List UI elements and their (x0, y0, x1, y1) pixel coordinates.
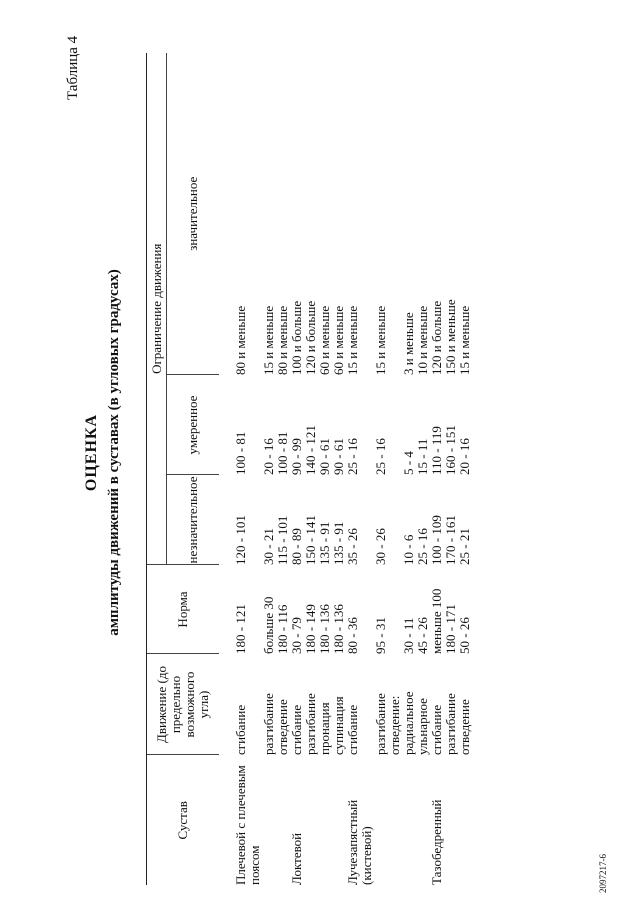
minor-line (360, 475, 374, 565)
minor-line: 30 - 26 (372, 528, 388, 565)
movement-line: разгибание (302, 693, 318, 755)
moderate-line: 90 - 61 (316, 438, 332, 475)
minor-line: 25 - 16 (414, 528, 430, 565)
movement-line: отведение: (386, 695, 402, 755)
significant-line: 60 и меньше (316, 305, 332, 375)
movement-line: разгибание (442, 693, 458, 755)
norm-line: 45 - 26 (414, 617, 430, 654)
moderate-line (388, 375, 402, 475)
significant-cell (346, 53, 430, 375)
movement-line: радиальное (400, 691, 416, 755)
moderate-cell (219, 375, 290, 475)
significant-cell (219, 53, 290, 375)
significant-line: 10 и меньше (414, 305, 430, 375)
significant-line: 15 и меньше (456, 305, 472, 375)
header-movement: Движение (до предельно возможного угла) (147, 654, 219, 755)
norm-line (388, 565, 402, 654)
minor-line: 135 - 91 (330, 521, 346, 565)
significant-line: 80 и меньше (274, 305, 290, 375)
joint-name: Плечевой с плечевым поясом (232, 765, 262, 885)
movement-cell (346, 654, 430, 755)
minor-line: 100 - 109 (428, 515, 444, 565)
significant-line: 3 и меньше (400, 312, 416, 375)
header-minor: незначительное (167, 475, 219, 565)
norm-line: 80 - 36 (344, 617, 360, 654)
minor-line: 170 - 161 (442, 515, 458, 565)
movement-cell (290, 654, 346, 755)
norm-line: 95 - 31 (372, 617, 388, 654)
norm-cell (346, 565, 430, 654)
joint-name: Тазобедренный (428, 799, 444, 885)
table-label: Таблица 4 (65, 35, 81, 100)
minor-line: 115 - 101 (274, 515, 290, 565)
moderate-line: 20 - 16 (456, 438, 472, 475)
moderate-line (360, 375, 374, 475)
minor-line: 25 - 21 (456, 528, 472, 565)
minor-line: 150 - 141 (302, 515, 318, 565)
minor-line (388, 475, 402, 565)
significant-cell (290, 53, 346, 375)
norm-cell (430, 565, 472, 654)
movement-line: сгибание (428, 704, 444, 755)
movement-line: отведение (456, 699, 472, 755)
table-row (346, 53, 430, 885)
norm-line: меньше 100 (428, 588, 444, 654)
norm-cell (290, 565, 346, 654)
header-joint: Сустав (147, 755, 219, 885)
norm-line: 30 - 79 (288, 617, 304, 654)
table-row (219, 53, 290, 885)
movement-line: ульнарное (414, 698, 430, 755)
norm-line: больше 30 (260, 596, 276, 654)
minor-cell (219, 475, 290, 565)
moderate-cell (290, 375, 346, 475)
table-row (290, 53, 346, 885)
significant-line: 150 и меньше (442, 299, 458, 375)
norm-line: 50 - 26 (456, 617, 472, 654)
movement-cell (430, 654, 472, 755)
moderate-cell (430, 375, 472, 475)
movement-line: отведение (274, 699, 290, 755)
table-body (219, 53, 472, 885)
movement-line: разгибание (372, 693, 388, 755)
norm-line: 30 - 11 (400, 617, 416, 654)
table-title: ОЦЕНКА (83, 413, 100, 492)
significant-line: 15 и меньше (344, 305, 360, 375)
header-significant: значительное (167, 53, 219, 375)
moderate-line: 110 - 119 (428, 426, 444, 475)
movement-cell (219, 654, 290, 755)
joint-cell (219, 755, 290, 885)
movement-line: разгибание (260, 693, 276, 755)
document-code: 2097217-6 (598, 854, 608, 893)
moderate-line: 25 - 16 (344, 438, 360, 475)
significant-line: 60 и меньше (330, 305, 346, 375)
joint-name: Лучезапястный (кистевой) (344, 799, 374, 885)
minor-cell (430, 475, 472, 565)
norm-line (248, 565, 262, 654)
movement-line: пронация (316, 702, 332, 755)
table-row (430, 53, 472, 885)
joint-cell (290, 755, 346, 885)
minor-line: 135 - 91 (316, 521, 332, 565)
joint-cell (346, 755, 430, 885)
minor-line: 10 - 6 (400, 534, 416, 565)
norm-line: 180 - 149 (302, 604, 318, 654)
norm-line: 180 - 136 (316, 604, 332, 654)
moderate-line: 90 - 61 (330, 438, 346, 475)
table-subtitle: амплитуды движений в суставах (в угловых градусах) (106, 269, 122, 636)
moderate-line: 100 - 81 (274, 431, 290, 475)
norm-cell (219, 565, 290, 654)
movement-line (248, 654, 262, 755)
significant-line (248, 53, 262, 375)
moderate-line: 100 - 81 (232, 431, 248, 475)
significant-line: 15 и меньше (260, 305, 276, 375)
header-norm: Норма (147, 565, 219, 654)
moderate-line: 160 - 151 (442, 425, 458, 475)
movement-line: сгибание (344, 704, 360, 755)
moderate-line: 20 - 16 (260, 438, 276, 475)
movement-line (360, 654, 374, 755)
minor-line: 30 - 21 (260, 528, 276, 565)
movement-line: сгибание (288, 704, 304, 755)
significant-line (360, 53, 374, 375)
minor-line (248, 475, 262, 565)
movement-line: супинация (330, 696, 346, 755)
significant-line: 15 и меньше (372, 305, 388, 375)
moderate-line: 140 - 121 (302, 425, 318, 475)
header-moderate: умеренное (167, 375, 219, 475)
minor-cell (346, 475, 430, 565)
joint-cell (430, 755, 472, 885)
significant-line: 80 и меньше (232, 305, 248, 375)
header-limitation: Ограничение движения (147, 53, 167, 565)
minor-line: 35 - 26 (344, 528, 360, 565)
minor-line: 120 - 101 (232, 515, 248, 565)
moderate-line (248, 375, 262, 475)
norm-line: 180 - 136 (330, 604, 346, 654)
significant-line: 120 и больше (302, 300, 318, 375)
minor-cell (290, 475, 346, 565)
norm-line: 180 - 171 (442, 604, 458, 654)
significant-line: 100 и больше (288, 300, 304, 375)
moderate-line: 15 - 11 (414, 438, 430, 475)
joint-motion-table (146, 53, 472, 885)
significant-line (388, 53, 402, 375)
minor-line: 80 - 89 (288, 528, 304, 565)
moderate-cell (346, 375, 430, 475)
moderate-line: 90 - 99 (288, 438, 304, 475)
norm-line: 180 - 121 (232, 604, 248, 654)
significant-cell (430, 53, 472, 375)
significant-line: 120 и больше (428, 300, 444, 375)
norm-line: 180 - 116 (274, 604, 290, 654)
movement-line: сгибание (232, 704, 248, 755)
moderate-line: 5 - 4 (400, 451, 416, 475)
norm-line (360, 565, 374, 654)
moderate-line: 25 - 16 (372, 438, 388, 475)
joint-name: Локтевой (288, 832, 304, 885)
